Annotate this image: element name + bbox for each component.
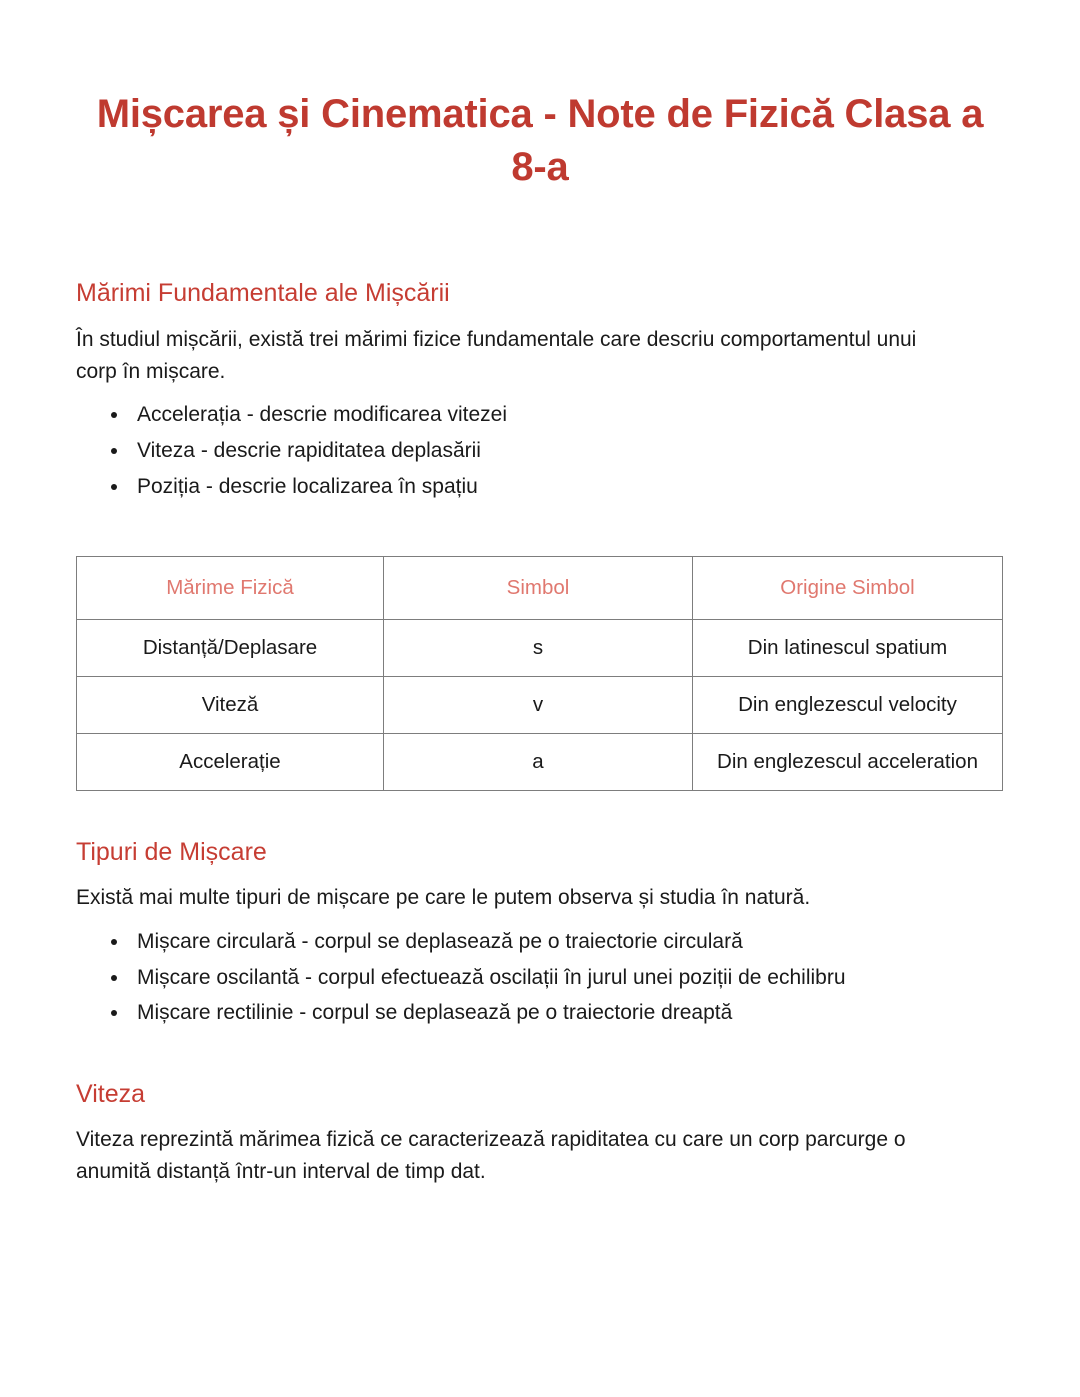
table-cell-origin: Din englezescul acceleration xyxy=(693,734,1003,791)
table-row xyxy=(77,620,1003,677)
table-cell-origin: Din englezescul velocity xyxy=(693,677,1003,734)
section-marimi-fundamentale xyxy=(76,194,1004,791)
section-paragraph-tipuri-de-miscare: Există mai multe tipuri de mișcare pe care le putem observa și studia în natură. xyxy=(76,886,811,910)
table-row xyxy=(77,734,1003,791)
table-row xyxy=(77,677,1003,734)
section-tipuri-de-miscare xyxy=(76,791,1004,1030)
page-title: Mișcarea și Cinematica - Note de Fizică Clasa a 8-a xyxy=(96,92,984,190)
table-cell-symbol: s xyxy=(384,620,693,677)
marimi-fizice-table-container xyxy=(76,556,1004,791)
table-cell-symbol: v xyxy=(384,677,693,734)
table-header-row xyxy=(77,557,1003,620)
section-heading-viteza: Viteza xyxy=(76,1079,146,1108)
table-header xyxy=(77,557,1003,620)
table-column-header-marime-fizica: Mărime Fizică xyxy=(77,557,384,620)
bullet-list-tipuri-de-miscare xyxy=(76,926,956,1030)
table-column-header-origine-simbol: Origine Simbol xyxy=(693,557,1003,620)
table-column-header-simbol: Simbol xyxy=(384,557,693,620)
section-heading-marimi-fundamentale: Mărimi Fundamentale ale Mișcării xyxy=(76,279,450,308)
list-item: Viteza - descrie rapiditatea deplasării xyxy=(76,435,956,468)
marimi-fizice-table xyxy=(76,556,1003,791)
table-cell-origin: Din latinescul spatium xyxy=(693,620,1003,677)
list-item: Mișcare oscilantă - corpul efectuează oscilații în jurul unei poziții de echilibru xyxy=(76,962,956,995)
bullet-list-marimi-fundamentale xyxy=(76,399,956,503)
section-viteza xyxy=(76,1033,1004,1188)
table-cell-quantity: Viteză xyxy=(77,677,384,734)
table-cell-symbol: a xyxy=(384,734,693,791)
section-paragraph-marimi-fundamentale: În studiul mișcării, există trei mărimi fizice fundamentale care descriu comportamentul unui corp în mișcare. xyxy=(76,327,917,383)
section-paragraph-viteza: Viteza reprezintă mărimea fizică ce caracterizează rapiditatea cu care un corp parcurge o anumită distanță într-un interval de timp dat. xyxy=(76,1128,906,1184)
table-body xyxy=(77,620,1003,791)
list-item: Mișcare circulară - corpul se deplasează pe o traiectorie circulară xyxy=(76,926,956,959)
list-item: Mișcare rectilinie - corpul se deplasează pe o traiectorie dreaptă xyxy=(76,997,956,1030)
table-cell-quantity: Accelerație xyxy=(77,734,384,791)
table-cell-quantity: Distanță/Deplasare xyxy=(77,620,384,677)
list-item: Accelerația - descrie modificarea vitezei xyxy=(76,399,956,432)
list-item: Poziția - descrie localizarea în spațiu xyxy=(76,471,956,504)
section-heading-tipuri-de-miscare: Tipuri de Mișcare xyxy=(76,838,267,867)
